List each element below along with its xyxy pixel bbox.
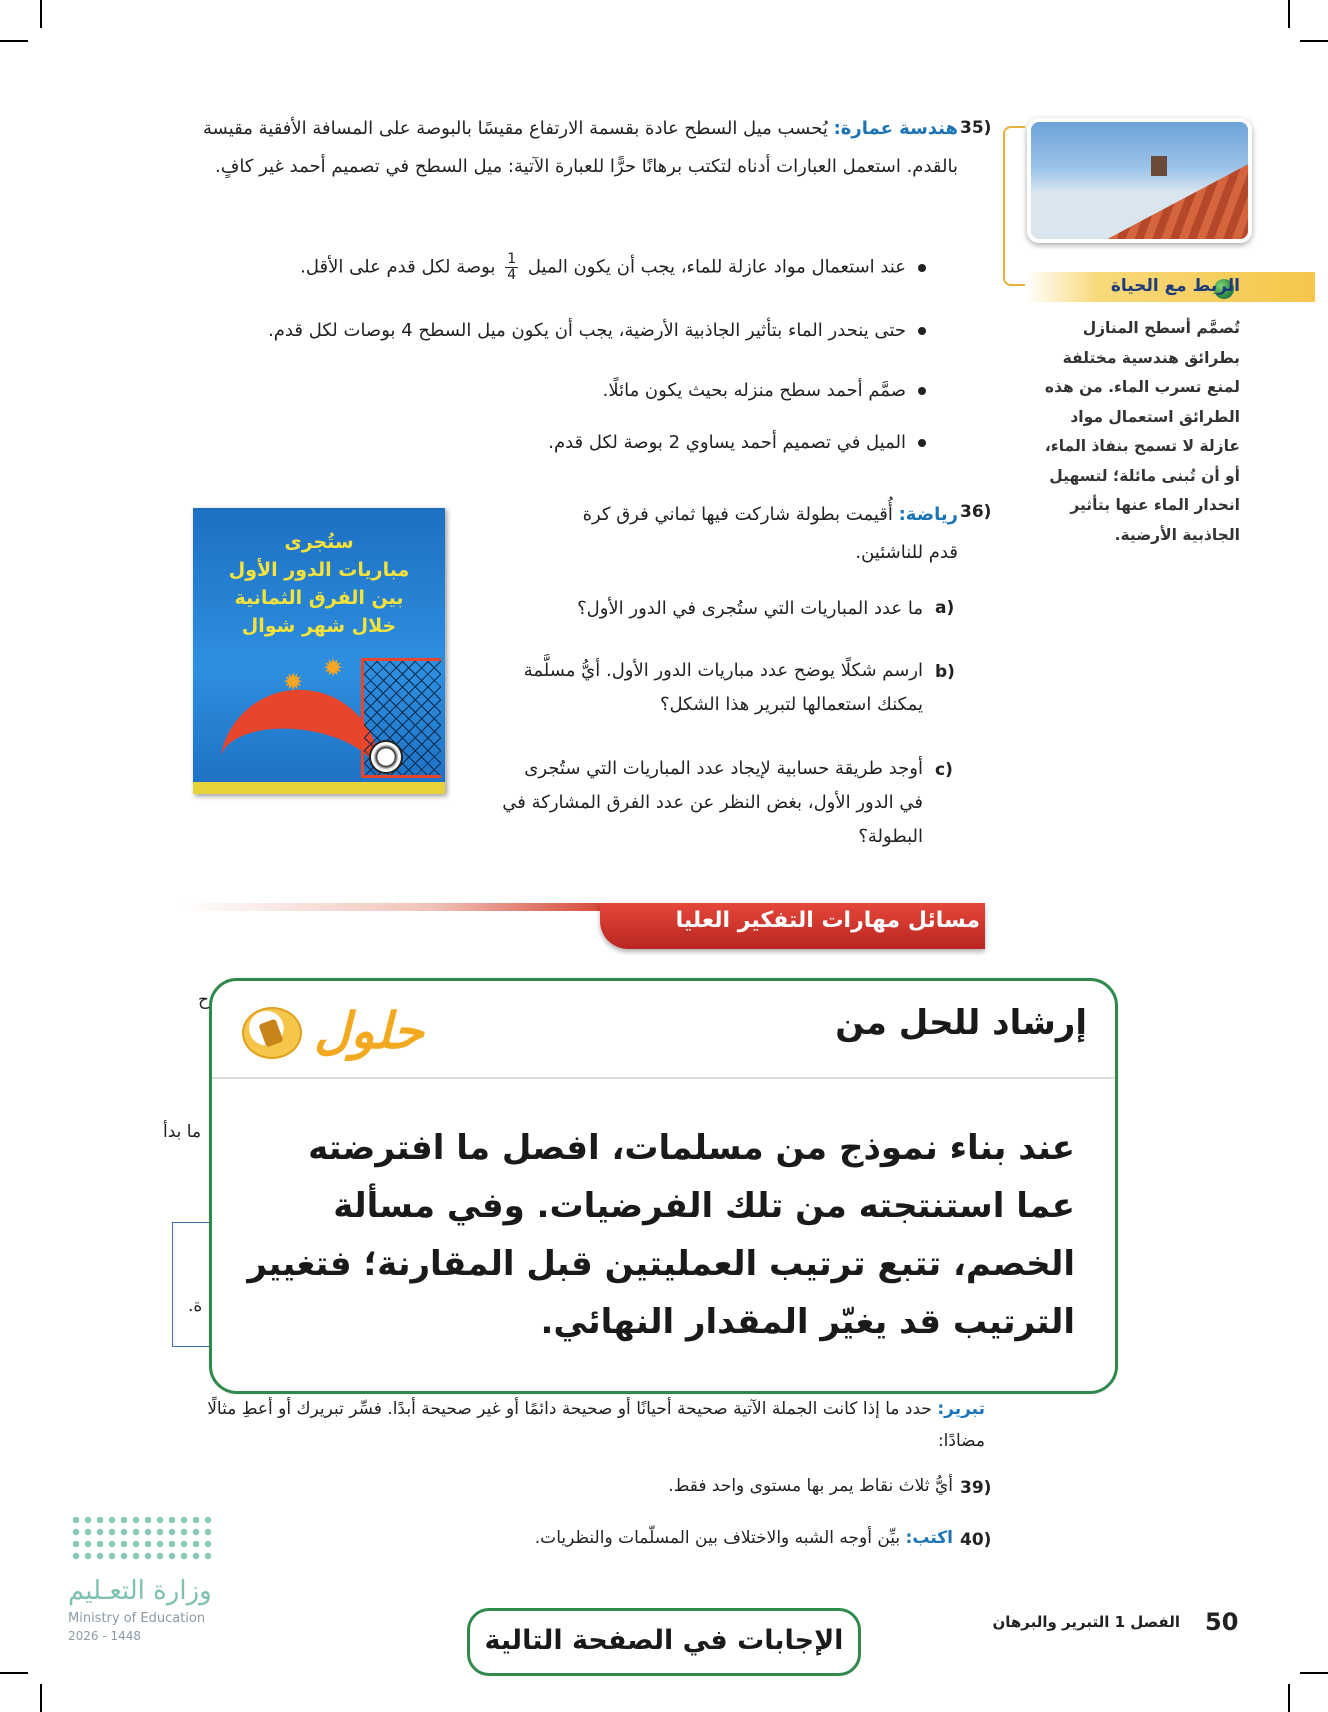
q36-text: أُقيمت بطولة شاركت فيها ثماني فرق كرة قدم للناشئين.	[582, 504, 958, 563]
soccer-ball-icon	[369, 740, 403, 774]
book-icon	[242, 1007, 302, 1059]
poster-text: ستُجرى مباريات الدور الأول بين الفرق الثمانية خلال شهر شوال	[228, 531, 410, 637]
q35-number: 35)	[960, 118, 992, 138]
q36a-label: a)	[935, 598, 955, 618]
q35-paragraph	[200, 110, 958, 186]
q35-bullet-2: حتى ينحدر الماء بتأثير الجاذبية الأرضية، يجب أن يكون ميل السطح 4 بوصات لكل قدم.	[268, 320, 926, 341]
obscured-fragment: ة.	[188, 1296, 203, 1316]
q40-line	[535, 1528, 953, 1548]
reasoning-paragraph	[185, 1393, 985, 1457]
moe-year: 2026 - 1448	[68, 1629, 142, 1643]
page-number: 50	[1205, 1608, 1239, 1636]
reasoning-text: حدد ما إذا كانت الجملة الآتية صحيحة أحيانًا أو صحيحة دائمًا أو غير صحيحة أبدًا. فسِّر تبريرك أو أعطِ مثالًا مضادًا:	[207, 1399, 985, 1451]
q36-paragraph	[555, 496, 958, 572]
modal-title: إرشاد للحل من	[835, 1003, 1087, 1043]
hulul-logo	[242, 999, 447, 1065]
roof-photo	[1027, 118, 1252, 243]
tournament-poster	[193, 508, 445, 794]
modal-body: عند بناء نموذج من مسلمات، افصل ما افترضته عما استنتجته من تلك الفرضيات. وفي مسألة الخصم، تتبع ترتيب العمليتين قبل المقارنة؛ فتغيير الترتيب قد يغيّر المقدار النهائي.	[247, 1128, 1075, 1342]
q40-heading: اكتب:	[905, 1528, 953, 1548]
q40-text: بيِّن أوجه الشبه والاختلاف بين المسلّمات والنظريات.	[534, 1528, 906, 1548]
sidebar-text: تُصمَّم أسطح المنازل بطرائق هندسية مختلفة لمنع تسرب الماء. من هذه الطرائق استعمال مواد عازلة لا تسمح بنفاذ الماء، أو أن تُبنى مائلة؛ لتسهيل انحدار الماء عنها بتأثير الجاذبية الأرضية.	[1044, 319, 1240, 544]
section-banner-label: مسائل مهارات التفكير العليا	[675, 908, 980, 933]
q35-text: يُحسب ميل السطح عادة بقسمة الارتفاع مقيسًا بالبوصة على المسافة الأفقية مقيسة بالقدم. استعمل العبارات أدناه لتكتب برهانًا حرًّا للعبارة الآتية: ميل السطح في تصميم أحمد غير كافٍ.	[203, 118, 958, 177]
q36-heading: رياضة:	[898, 504, 958, 525]
moe-name-en: Ministry of Education	[68, 1611, 206, 1626]
q36b-text: ارسم شكلًا يوضح عدد مباريات الدور الأول. أيُّ مسلَّمة يمكنك استعمالها لتبرير هذا الشكل؟	[523, 660, 923, 715]
banner-line	[180, 903, 600, 911]
logo-text: حلول	[314, 1001, 424, 1060]
reasoning-heading: تبرير:	[937, 1399, 985, 1419]
q35-bullet-4: الميل في تصميم أحمد يساوي 2 بوصة لكل قدم.	[548, 432, 926, 453]
q36-number: 36)	[960, 502, 992, 522]
q40-number: 40)	[960, 1530, 992, 1550]
q35-bullet-3: صمَّم أحمد سطح منزله بحيث يكون مائلًا.	[603, 380, 926, 401]
obscured-fragment: ح	[198, 990, 209, 1010]
connect-life-label: الربط مع الحياة	[1110, 276, 1240, 296]
sparkle-icon: ✹	[323, 654, 344, 682]
chapter-label: الفصل 1 التبرير والبرهان	[992, 1613, 1180, 1631]
q36b-label: b)	[935, 662, 955, 682]
grass-strip	[193, 782, 445, 794]
solution-hint-modal[interactable]	[209, 978, 1118, 1394]
modal-header	[212, 981, 1115, 1079]
fraction: $\frac{1}{4}$	[507, 251, 517, 283]
q35-bullet-1: عند استعمال مواد عازلة للماء، يجب أن يكون الميل $\frac{1}{4}$ بوصة لكل قدم على الأقل.	[300, 252, 926, 283]
q36c-label: c)	[935, 760, 953, 780]
sparkle-icon: ✹	[283, 668, 304, 696]
q39-text: أيُّ ثلاث نقاط يمر بها مستوى واحد فقط.	[668, 1476, 953, 1496]
q39-number: 39)	[960, 1478, 992, 1498]
q36c-text: أوجد طريقة حسابية لإيجاد عدد المباريات التي ستُجرى في الدور الأول، بغض النظر عن عدد الفرق المشاركة في البطولة؟	[502, 758, 923, 847]
moe-logo-icon	[70, 1514, 215, 1560]
q35-heading: هندسة عمارة:	[833, 118, 958, 139]
connector-line	[1003, 126, 1025, 286]
moe-name-ar: وزارة التعـليم	[68, 1576, 212, 1606]
answers-next-page-button[interactable]: الإجابات في الصفحة التالية	[467, 1608, 861, 1676]
obscured-fragment: ما بدأ	[163, 1122, 202, 1142]
q36a-text: ما عدد المباريات التي ستُجرى في الدور الأول؟	[577, 598, 923, 619]
